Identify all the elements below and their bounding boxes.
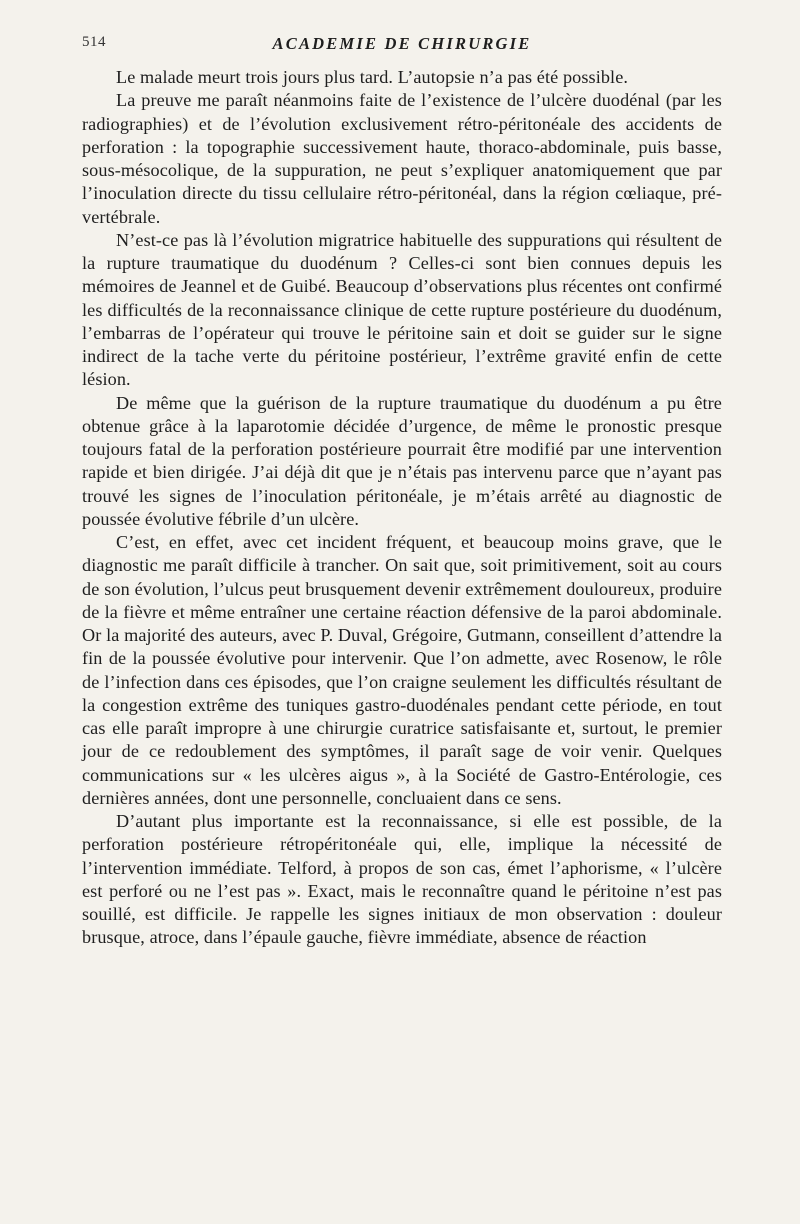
article-body [82,66,722,950]
paragraph: Le malade meurt trois jours plus tard. L’autopsie n’a pas été possible. [116,67,629,87]
running-head [82,34,722,56]
journal-title: ACADEMIE DE CHIRURGIE [272,34,532,53]
paragraph: La preuve me paraît néanmoins faite de l’existence de l’ulcère duodénal (par les radiographies) et de l’évolution exclusivement rétro-péritonéale des accidents de perforation : la topographie successivement haute, thoraco-abdominale, puis basse, sous-mésocolique, de la suppuration, ne peut s’expliquer anatomiquement que par l’inoculation directe du tissu cellulaire rétro-péritonéal, dans la région cœliaque, pré-vertébrale. [82,90,722,227]
paragraph: N’est-ce pas là l’évolution migratrice habituelle des suppurations qui résultent de la rupture traumatique du duodénum ? Celles-ci sont bien connues depuis les mémoires de Jeannel et de Guibé. Beaucoup d’observations plus récentes ont confirmé les difficultés de la reconnaissance clinique de cette rupture postérieure du duodénum, l’embarras de l’opérateur qui trouve le péritoine sain et doit se guider sur le signe indirect de la tache verte du péritoine postérieur, l’extrême gravité enfin de cette lésion. [82,229,722,390]
paragraph: C’est, en effet, avec cet incident fréquent, et beaucoup moins grave, que le diagnostic me paraît difficile à trancher. On sait que, soit primitivement, soit au cours de son évolution, l’ulcus peut brusquement devenir extrêmement douloureux, produire de la fièvre et même entraîner une certaine réaction défensive de la paroi abdominale. Or la majorité des auteurs, avec P. Duval, Grégoire, Gutmann, conseillent d’attendre la fin de la poussée évolutive pour intervenir. Que l’on admette, avec Rosenow, le rôle de l’infection dans ces épisodes, que l’on craigne seulement les difficultés résultant de la congestion extrême des tuniques gastro-duodénales pendant cette période, en tout cas elle paraît impropre à une chirurgie curatrice satisfaisante et, surtout, le premier jour de ce redoublement des symptômes, il paraît sage de voir venir. Quelques communications sur « les ulcères aigus », à la Société de Gastro-Entérologie, ces dernières années, dont une personnelle, concluaient dans ce sens. [82,532,722,808]
paragraph: De même que la guérison de la rupture traumatique du duodénum a pu être obtenue grâce à la laparotomie décidée d’urgence, de même le pronostic presque toujours fatal de la perforation postérieure pourrait être modifié par une intervention rapide et bien dirigée. J’ai déjà dit que je n’étais pas intervenu parce que n’ayant pas trouvé les signes de l’inoculation péritonéale, je m’étais arrêté au diagnostic de poussée évolutive fébrile d’un ulcère. [82,392,722,529]
paragraph: D’autant plus importante est la reconnaissance, si elle est possible, de la perforation postérieure rétropéritonéale qui, elle, implique la nécessité de l’intervention immédiate. Telford, à propos de son cas, émet l’aphorisme, « l’ulcère est perforé ou ne l’est pas ». Exact, mais le reconnaître quand le péritoine n’est pas souillé, est difficile. Je rappelle les signes initiaux de mon observation : douleur brusque, atroce, dans l’épaule gauche, fièvre immédiate, absence de réaction [82,811,722,948]
page-number: 514 [82,34,106,50]
